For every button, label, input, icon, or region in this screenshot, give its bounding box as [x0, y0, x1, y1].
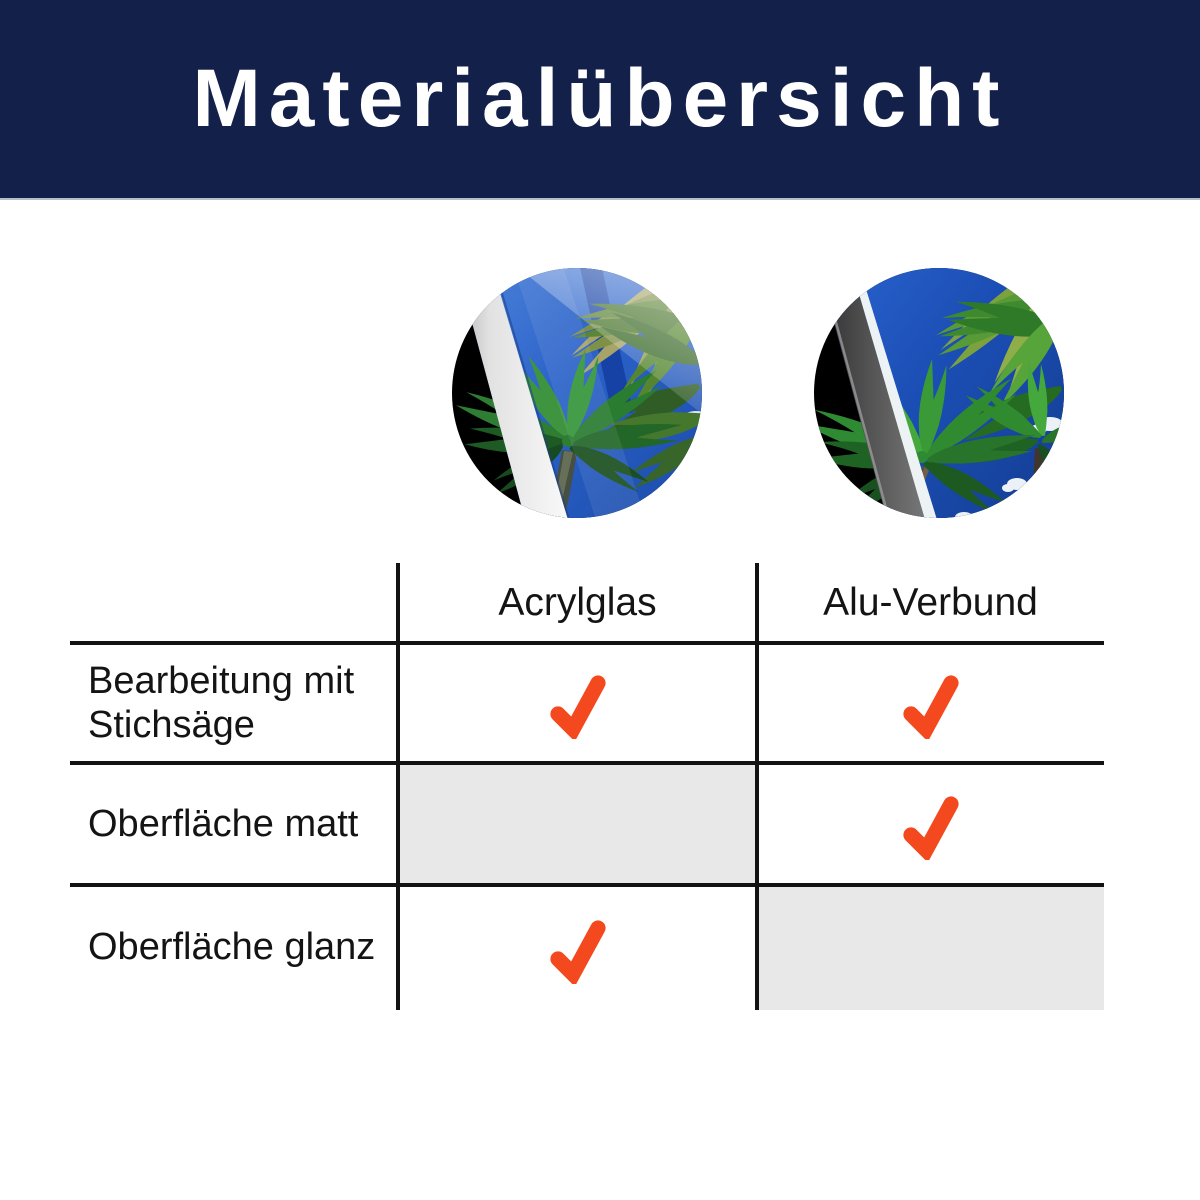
acrylglas-sample-photo [452, 268, 702, 518]
palm-photo-alu-verbund-svg [814, 268, 1064, 518]
cell-stichsaege-acrylglas [398, 643, 757, 763]
check-icon [902, 675, 960, 739]
page-title: Materialübersicht [192, 53, 1008, 144]
cell-stichsaege-alu-verbund [757, 643, 1104, 763]
palm-photo-acrylglas-svg [452, 268, 702, 518]
table-grid-hline-2 [70, 761, 1104, 765]
cell-glanz-alu-verbund [757, 885, 1104, 1010]
row-label-oberflaeche-glanz: Oberfläche glanz [88, 926, 376, 969]
check-icon [549, 920, 607, 984]
table-grid-vline-1 [396, 563, 400, 1010]
table-corner-cell [70, 563, 398, 643]
cell-matt-alu-verbund [757, 763, 1104, 885]
cell-matt-acrylglas [398, 763, 757, 885]
table-grid-vline-2 [755, 563, 759, 1010]
column-header-alu-verbund: Alu-Verbund [823, 581, 1038, 624]
title-banner [0, 0, 1200, 200]
check-icon [902, 796, 960, 860]
table-grid-hline-3 [70, 883, 1104, 887]
cell-glanz-acrylglas [398, 885, 757, 1010]
column-header-acrylglas: Acrylglas [498, 581, 657, 624]
row-label-oberflaeche-matt: Oberfläche matt [88, 802, 359, 845]
material-comparison-table [70, 563, 1104, 1010]
row-label-stichsaege: Bearbeitung mit Stichsäge [88, 659, 355, 746]
alu-verbund-sample-photo [814, 268, 1064, 518]
check-icon [549, 675, 607, 739]
table-grid-hline-1 [70, 641, 1104, 645]
